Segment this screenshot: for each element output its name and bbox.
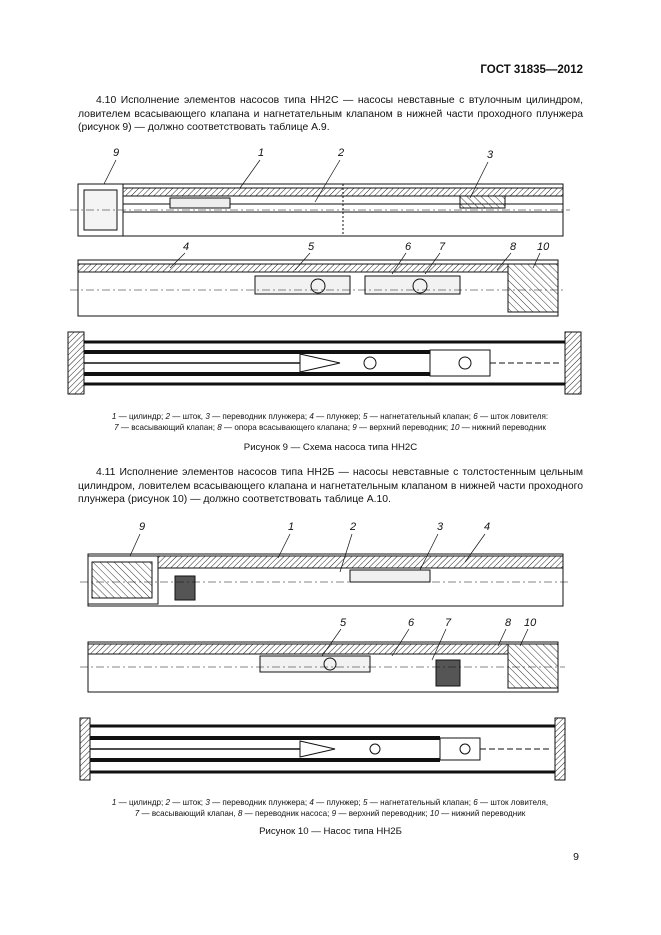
figure-9-drawing xyxy=(0,140,661,405)
section-4-10-text: 4.10 Исполнение элементов насосов типа НН2С — насосы невставные с втулочным цилиндром, ловителем всасывающего клапана и нагнетательным клапаном в нижней части проходного плунжера (рисунок 9) — должно соответствовать таблице А.9. xyxy=(78,95,583,134)
callout-7: 7 xyxy=(439,241,446,253)
document-header: ГОСТ 31835—2012 xyxy=(480,64,583,76)
fig9-row3-schematic xyxy=(68,332,581,394)
callout-1: 1 xyxy=(288,521,295,533)
callout-3: 3 xyxy=(437,521,444,533)
figure-9-caption: Рисунок 9 — Схема насоса типа НН2С xyxy=(243,442,418,453)
callout-7: 7 xyxy=(445,617,452,629)
callout-3: 3 xyxy=(487,149,494,161)
figure-9-legend xyxy=(70,411,590,433)
fig9-row2-cross-section xyxy=(70,260,565,316)
callout-9: 9 xyxy=(113,147,120,159)
callout-8: 8 xyxy=(510,241,517,253)
callout-4: 4 xyxy=(183,241,190,253)
callout-5: 5 xyxy=(340,617,347,629)
callout-10: 10 xyxy=(524,617,537,629)
callout-4: 4 xyxy=(484,521,491,533)
callout-5: 5 xyxy=(308,241,315,253)
fig10-row2-cross-section xyxy=(80,642,565,692)
figure-10-caption: Рисунок 10 — Насос типа НН2Б xyxy=(259,826,402,837)
page-number: 9 xyxy=(573,851,579,863)
callout-6: 6 xyxy=(405,241,412,253)
callout-10: 10 xyxy=(537,241,550,253)
figure-10-drawing xyxy=(0,512,661,794)
callout-1: 1 xyxy=(258,147,265,159)
figure-9-legend-line-2: 7 — всасывающий клапан; 8 — опора всасывающего клапана; 9 — верхний переводник; 10 — нижний переводник xyxy=(114,423,546,432)
figure-9-legend-line-1: 1 — цилиндр; 2 — шток, 3 — переводник плунжера; 4 — плунжер; 5 — нагнетательный клапан; 6 — шток ловителя: xyxy=(111,412,549,421)
figure-10-legend xyxy=(70,797,590,819)
fig9-row1-cross-section xyxy=(70,184,570,236)
figure-10-legend-line-1: 1 — цилиндр; 2 — шток; 3 — переводник плунжера; 4 — плунжер; 5 — нагнетательный клапан; 6 — шток ловителя, xyxy=(111,798,549,807)
callout-2: 2 xyxy=(338,147,345,159)
figure-10-legend-line-2: 7 — всасывающий клапан, 8 — переводник насоса; 9 — верхний переводник; 10 — нижний переводник xyxy=(134,809,526,818)
fig10-row3-schematic xyxy=(80,718,565,780)
fig10-row1-cross-section xyxy=(80,554,570,606)
callout-2: 2 xyxy=(350,521,357,533)
callout-8: 8 xyxy=(505,617,512,629)
section-4-11-text: 4.11 Исполнение элементов насосов типа НН2Б — насосы невставные с толстостенным цельным цилиндром, ловителем всасывающего клапана и нагнетательным клапаном в нижней части проходного плунжера (рисунок 10) — должно соответствовать таблице А.10. xyxy=(78,467,583,506)
fig9-callouts xyxy=(104,147,550,274)
callout-9: 9 xyxy=(139,521,146,533)
callout-6: 6 xyxy=(408,617,415,629)
